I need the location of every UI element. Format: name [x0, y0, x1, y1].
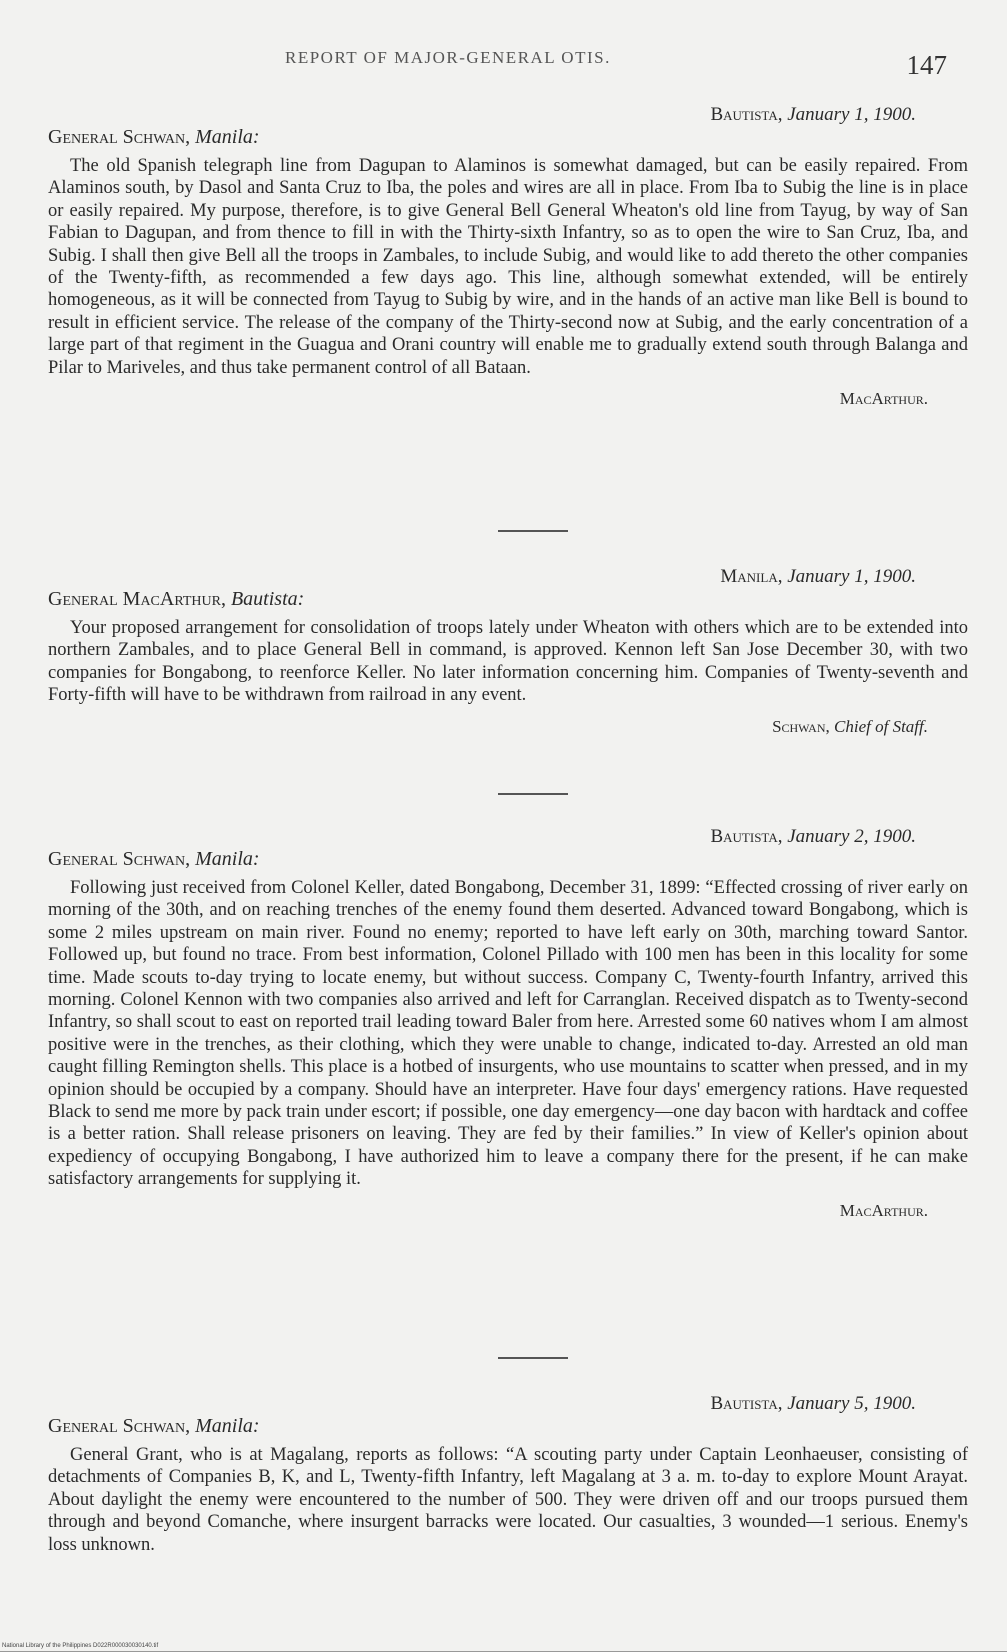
signature-name: Schwan, [772, 716, 830, 736]
running-head: REPORT OF MAJOR-GENERAL OTIS. [285, 48, 611, 67]
telegram-entry [48, 826, 968, 1221]
signature [48, 717, 968, 737]
dateline-place: Bautista, [710, 104, 783, 125]
addressee [48, 126, 968, 149]
dateline [48, 104, 968, 126]
dateline [48, 826, 968, 848]
dateline-date: January 1, 1900. [787, 566, 916, 587]
signature [48, 389, 968, 409]
addressee [48, 848, 968, 871]
telegram-entry [48, 104, 968, 409]
page-number: 147 [906, 50, 947, 80]
addressee-place: Manila: [195, 848, 260, 870]
dateline-place: Manila, [720, 566, 783, 587]
addressee [48, 588, 968, 611]
signature-title: Chief of Staff. [834, 716, 928, 736]
signature-name: MacArthur. [839, 1200, 928, 1220]
dateline-place: Bautista, [710, 1393, 783, 1414]
addressee [48, 1415, 968, 1438]
section-divider [498, 530, 568, 532]
footer-credit: National Library of the Philippines D022R000030030140.tif [2, 1643, 159, 1649]
dateline-place: Bautista, [710, 826, 783, 847]
addressee-place: Manila: [195, 1415, 260, 1437]
message-body: The old Spanish telegraph line from Dagupan to Alaminos is somewhat damaged, but can be easily repaired. From Alaminos south, by Dasol and Santa Cruz to Iba, the poles and wires are all in place. From Iba to Subig the line is in place or easily repaired. My purpose, therefore, is to give General Bell General Wheaton's old line from Tayug, by way of San Fabian to Dagupan, and from thence to fill in with the Thirty-sixth Infantry, so as to open the wire to San Cruz, Iba, and Subig. I shall then give Bell all the troops in Zambales, to include Subig, and would like to add thereto the other companies of the Twenty-fifth, as recommended a few days ago. This line, although somewhat extended, will be entirely homogeneous, as it will be connected from Tayug to Subig by wire, and in the hands of an active man like Bell is bound to result in efficient service. The release of the company of the Thirty-second now at Subig, and the early concentration of a large part of that regiment in the Guagua and Orani country will enable me to gradually extend south through Balanga and Pilar to Mariveles, and thus take permanent control of all Bataan. [48, 156, 968, 378]
addressee-name: General Schwan, [48, 126, 191, 148]
section-divider [498, 1357, 568, 1359]
addressee-name: General MacArthur, [48, 588, 226, 610]
message-body: Your proposed arrangement for consolidation of troops lately under Wheaton with others which are to be extended into northern Zambales, and to place General Bell in command, is approved. Kennon left San Jose December 30, with two companies for Bongabong, to reenforce Keller. No later information concerning him. Companies of Twenty-seventh and Forty-fifth will have to be withdrawn from railroad in any event. [48, 618, 968, 706]
telegram-entry [48, 1393, 968, 1556]
message-body: Following just received from Colonel Keller, dated Bongabong, December 31, 1899: “Effected crossing of river early on morning of the 30th, and on reaching trenches of the enemy found them deserted. Advanced toward Bongabong, which is some 2 miles upstream on main river. Found no enemy; reported to have left early on 30th, marching toward Santor. Followed up, but found no trace. From best information, Colonel Pillado with 100 men has been in this locality for some time. Made scouts to-day trying to locate enemy, but without success. Company C, Twenty-fourth Infantry, arrived this morning. Colonel Kennon with two companies also arrived and left for Carranglan. Received dispatch as to Twenty-second Infantry, so shall scout to east on reported trail leading toward Baler from here. Arrested some 60 natives whom I am almost positive were in the trenches, as their clothing, which they were unable to change, indicated to-day. Arrested an old man caught filling Remington shells. This place is a hotbed of insurgents, who use mountains to scatter when pressed, and in my opinion should be occupied by a company. Should have an interpreter. Have four days' emergency rations. Have requested Black to send me more by pack train under escort; if possible, one day emergency—one day bacon with hardtack and coffee is a better ration. Shall release prisoners on leaving. They are fed by their families.” In view of Keller's opinion about expediency of occupying Bongabong, I have authorized him to leave a company there for the present, if he can make satisfactory arrangements for supplying it. [48, 878, 968, 1190]
dateline-date: January 1, 1900. [787, 104, 916, 125]
dateline [48, 566, 968, 588]
signature-name: MacArthur. [839, 389, 928, 409]
dateline [48, 1393, 968, 1415]
signature [48, 1201, 968, 1221]
dateline-date: January 5, 1900. [787, 1393, 916, 1414]
telegram-entry [48, 566, 968, 737]
addressee-name: General Schwan, [48, 848, 191, 870]
dateline-date: January 2, 1900. [787, 826, 916, 847]
message-body: General Grant, who is at Magalang, reports as follows: “A scouting party under Captain Leonhaeuser, consisting of detachments of Companies B, K, and L, Twenty-fifth Infantry, left Magalang at 3 a. m. to-day to explore Mount Arayat. About daylight the enemy were encountered to the number of 500. They were driven off and our troops pursued them through and beyond Comanche, where insurgent barracks were located. Our casualties, 3 wounded—1 serious. Enemy's loss unknown. [48, 1445, 968, 1555]
section-divider [498, 793, 568, 795]
addressee-name: General Schwan, [48, 1415, 191, 1437]
addressee-place: Bautista: [230, 588, 305, 610]
addressee-place: Manila: [195, 126, 260, 148]
